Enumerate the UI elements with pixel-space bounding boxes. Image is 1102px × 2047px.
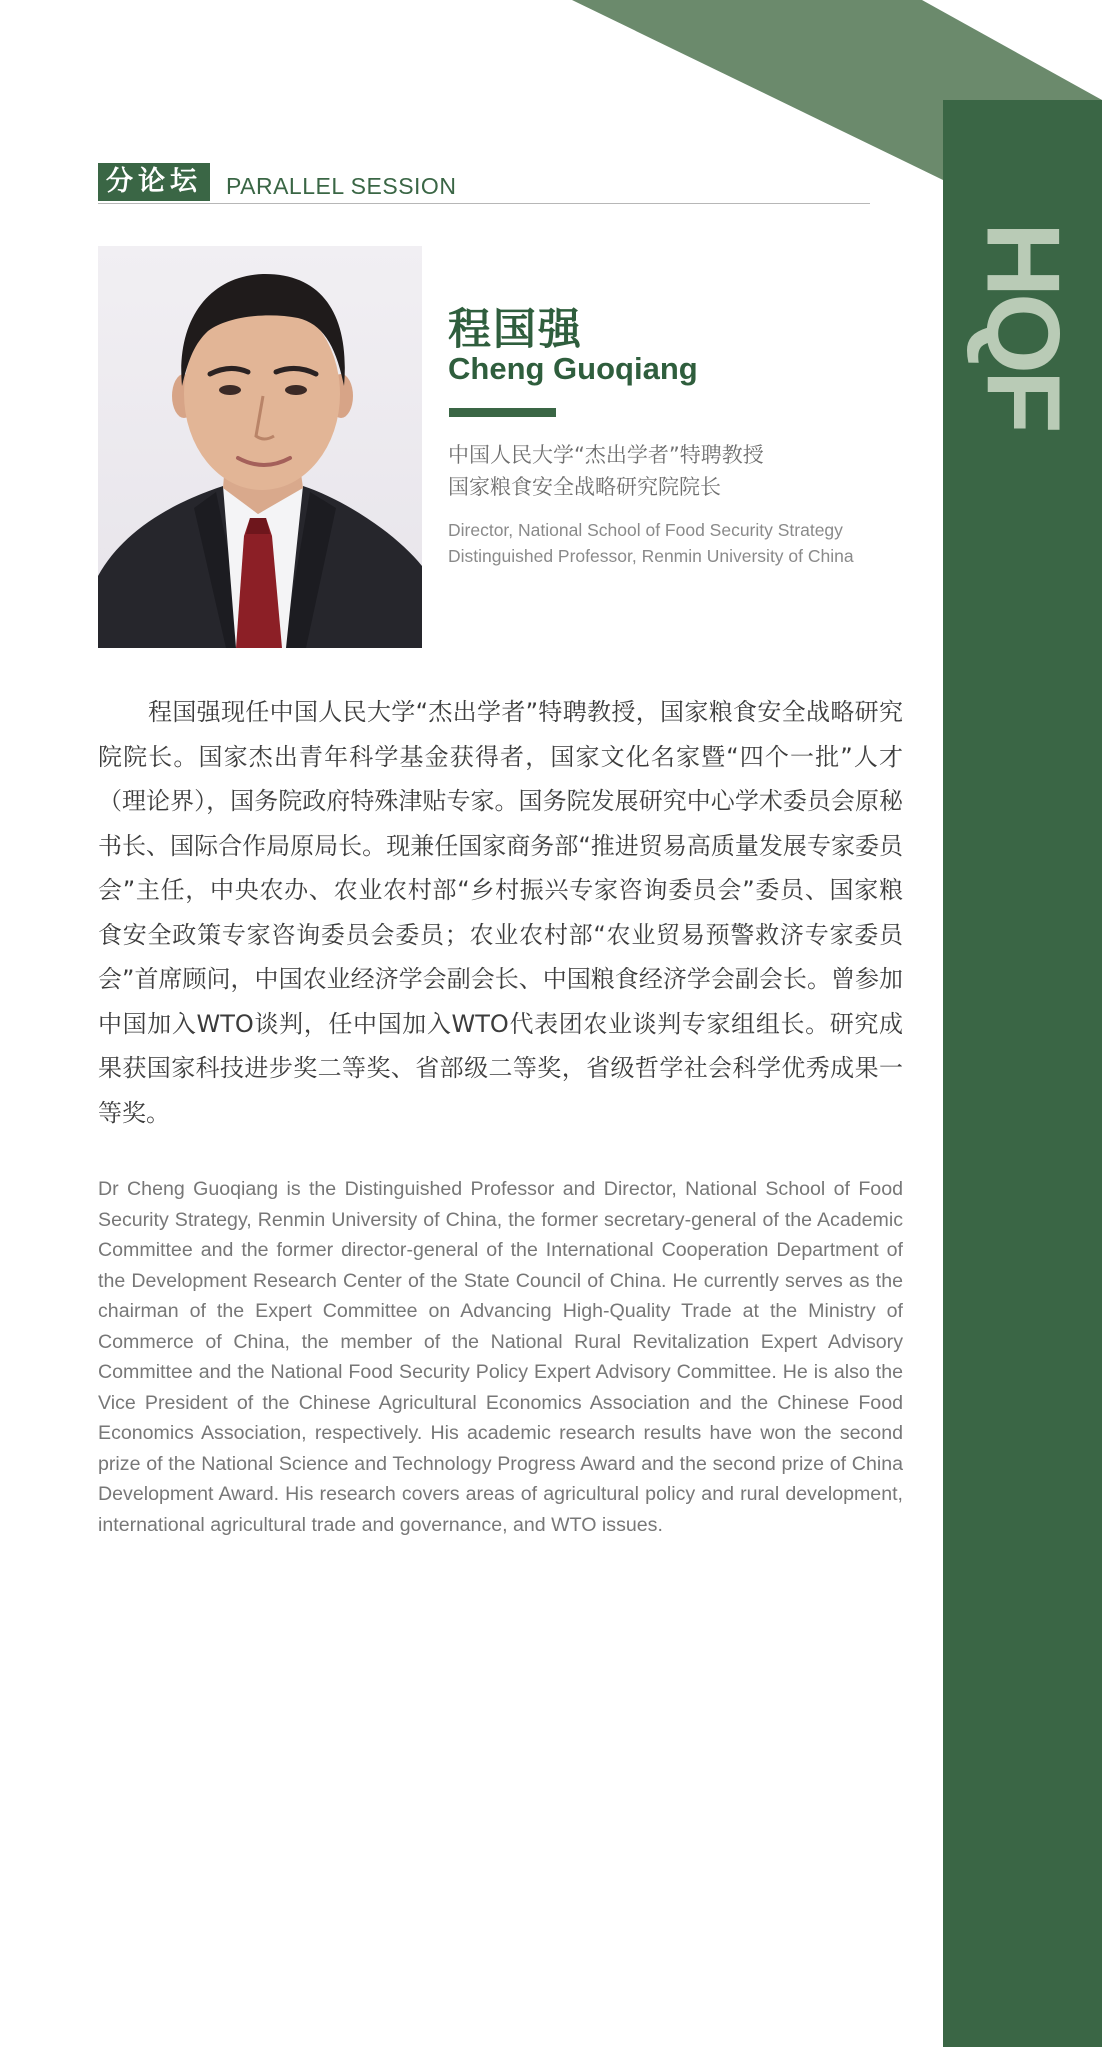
speaker-name-en: Cheng Guoqiang [448,351,698,386]
speaker-title-cn-1: 中国人民大学“杰出学者”特聘教授 [448,443,764,467]
section-label-cn: 分论坛 [98,163,210,201]
brand-logo [943,100,1102,560]
section-header [98,163,870,204]
speaker-title-en-1: Director, National School of Food Security Strategy [448,520,843,540]
biography-en: Dr Cheng Guoqiang is the Distinguished Professor and Director, National School of Food Security Strategy, Renmin University of China, the former secretary-general of the Academic Committee and the former director-general of the International Cooperation Department of the Development Research Center of the State Council of China. He currently serves as the chairman of the Expert Committee on Advancing High-Quality Trade at the Ministry of Commerce of China, the member of the National Rural Revitalization Expert Advisory Committee and the National Food Security Policy Expert Advisory Committee. He is also the Vice President of the Chinese Agricultural Economics Association and the Chinese Food Economics Association, respectively. His academic research results have won the second prize of the National Science and Technology Progress Award and the second prize of China Development Award. His research covers areas of agricultural policy and rural development, international agricultural trade and governance, and WTO issues. [98,1178,903,1536]
speaker-portrait [98,246,422,648]
speaker-title-en-2: Distinguished Professor, Renmin University of China [448,546,854,566]
name-underline [449,408,556,417]
section-label-en: PARALLEL SESSION [226,173,457,199]
portrait-illustration [98,246,422,648]
biography-cn: 程国强现任中国人民大学“杰出学者”特聘教授，国家粮食安全战略研究院院长。国家杰出青年科学基金获得者，国家文化名家暨“四个一批”人才（理论界），国务院政府特殊津贴专家。国务院发展研究中心学术委员会原秘书长、国际合作局原局长。现兼任国家商务部“推进贸易高质量发展专家委员会”主任，中央农办、农业农村部“乡村振兴专家咨询委员会”委员、国家粮食安全政策专家咨询委员会委员；农业农村部“农业贸易预警救济专家委员会”首席顾问，中国农业经济学会副会长、中国粮食经济学会副会长。曾参加中国加入WTO谈判，任中国加入WTO代表团农业谈判专家组组长。研究成果获国家科技进步奖二等奖、省部级二等奖，省级哲学社会科学优秀成果一等奖。 [98,698,903,1127]
speaker-title-cn-2: 国家粮食安全战略研究院院长 [448,475,721,499]
speaker-name-cn: 程国强 [448,305,583,355]
brand-logo-text: HQF [964,222,1081,430]
